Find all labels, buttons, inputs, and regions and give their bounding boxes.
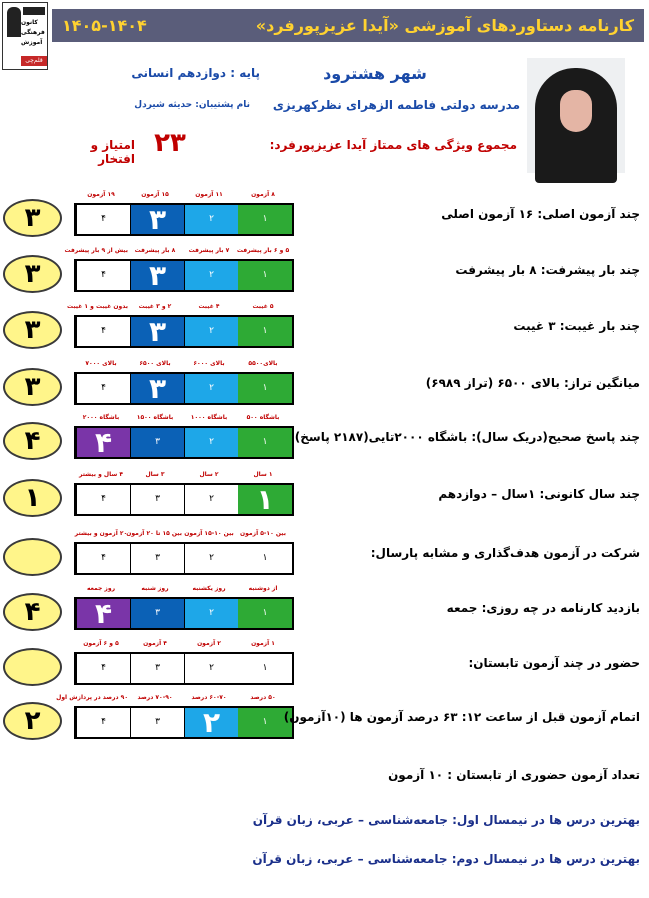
level-label: ۵۰ درصد (250, 694, 276, 701)
level-label: ۱۵ آزمون (141, 191, 169, 198)
score-circle: ۳ (3, 199, 62, 237)
level-scale (74, 315, 294, 348)
title-bar (52, 9, 644, 42)
level-label: روز جمعه (86, 585, 116, 592)
total-score-label: مجموع ویژگی های ممتاز آیدا عزیزپورفرد: (269, 138, 517, 152)
level-cell: ۴ (76, 485, 130, 514)
criteria-question: میانگین تراز: بالای ۶۵۰۰ (تراز ۶۹۸۹) (425, 376, 640, 390)
logo-badge: قلم‌چی (21, 56, 47, 66)
level-scale (74, 706, 294, 739)
level-label: ۱۹ آزمون (87, 191, 115, 198)
level-cell: ۱ (238, 374, 292, 403)
level-cell: ۴ (76, 708, 130, 737)
level-cell: ۲ (184, 205, 238, 234)
level-cell: ۱ (238, 428, 292, 457)
criteria-row (0, 530, 649, 587)
level-cell: ۴ (76, 654, 130, 683)
level-cell: ۱ (238, 485, 292, 514)
criteria-row (0, 360, 649, 417)
level-cell: ۲ (184, 261, 238, 290)
criteria-question: اتمام آزمون قبل از ساعت ۱۲: ۶۳ درصد آزمون ها (۱۰آزمون) (283, 710, 640, 724)
sponsor-name: نام پشتیبان: حدیثه شیردل (134, 100, 250, 110)
level-labels (74, 360, 292, 371)
criteria-row (0, 694, 649, 751)
criteria-row (0, 303, 649, 360)
level-label: ۸ بار پیشرفت (134, 247, 176, 254)
total-score-unit: امتیاز و افتخار (90, 138, 135, 166)
level-cell: ۴ (76, 205, 130, 234)
level-cell: ۱ (238, 708, 292, 737)
criteria-question: چند پاسخ صحیح(دریک سال): باشگاه ۲۰۰۰تایی(۲۱۸۷ پاسخ) (294, 430, 640, 444)
score-circle (3, 648, 62, 686)
level-label: ۱ سال (253, 471, 273, 478)
level-cell: ۱ (262, 553, 268, 563)
level-scale (74, 483, 294, 516)
level-label: بدون غیبت و ۱ غیبت (66, 303, 128, 310)
criteria-row (0, 247, 649, 304)
criteria-row (0, 585, 649, 642)
total-score-value: ۲۳ (154, 128, 186, 158)
criteria-row (0, 414, 649, 471)
level-scale (74, 597, 294, 630)
criteria-question: چند سال کانونی: ۱سال – دوازدهم (438, 487, 640, 501)
level-label: ۲ سال (199, 471, 219, 478)
level-label: ۵ و ۶ بار پیشرفت (236, 247, 290, 254)
level-label: بالای۵۵۰۰ (248, 360, 278, 367)
level-cell: ۴ (76, 261, 130, 290)
score-circle: ۴ (3, 422, 62, 460)
level-label: ۴ آزمون (143, 640, 167, 647)
level-cell: ۴ (76, 544, 130, 573)
level-cell: ۱ (238, 261, 292, 290)
level-labels (74, 414, 292, 425)
level-label: ۶۰-۷۰ درصد (191, 694, 227, 701)
level-scale (74, 652, 294, 685)
level-scale (74, 259, 294, 292)
level-cell: ۳ (130, 205, 184, 234)
level-cell: ۱ (238, 599, 292, 628)
score-circle: ۳ (3, 368, 62, 406)
level-label: ۷ بار پیشرفت (188, 247, 230, 254)
level-cell: ۳ (130, 544, 184, 573)
level-cell: ۳ (130, 599, 184, 628)
kanoon-logo (2, 2, 48, 70)
level-cell: ۱ (238, 205, 292, 234)
best-subjects-second-half: بهترین درس ها در نیمسال دوم: جامعه‌شناسی – عربی، زبان قرآن (252, 852, 640, 866)
level-cell: ۲ (184, 544, 238, 573)
level-scale (74, 372, 294, 405)
score-circle: ۳ (3, 255, 62, 293)
level-cell: ۳ (130, 654, 184, 683)
level-label: بالای ۶۵۰۰ (139, 360, 171, 367)
level-cell: ۲ (184, 374, 238, 403)
logo-line: فرهنگی (21, 29, 45, 36)
level-label: بالای ۷۰۰۰ (85, 360, 117, 367)
level-label: ۸ آزمون (251, 191, 275, 198)
level-cell: ۳ (130, 261, 184, 290)
level-labels (74, 640, 292, 651)
level-cell: ۳ (130, 374, 184, 403)
level-label: ۳ سال (145, 471, 165, 478)
level-labels (74, 471, 292, 482)
summer-exams-count: تعداد آزمون حضوری از تابستان : ۱۰ آزمون (388, 768, 640, 782)
grade: پایه : دوازدهم انسانی (131, 66, 260, 80)
level-label: بین ۱۰-۵ آزمون (240, 530, 286, 537)
level-labels (56, 694, 292, 705)
city: شهر هشترود (323, 64, 427, 83)
level-cell: ۲ (184, 654, 238, 683)
level-label: ۲ آزمون (197, 640, 221, 647)
criteria-row (0, 640, 649, 697)
level-label: روز شنبه (141, 585, 169, 592)
level-scale (74, 203, 294, 236)
level-label: ۱۱ آزمون (195, 191, 223, 198)
logo-line: آموزش (21, 39, 43, 46)
level-label: ۲ و ۳ غیبت (138, 303, 172, 310)
level-label: بالای ۶۰۰۰ (193, 360, 225, 367)
level-cell: ۳ (130, 317, 184, 346)
level-label: ۴ سال و بیشتر (78, 471, 124, 478)
logo-line: کانون (21, 19, 38, 26)
criteria-question: بازدید کارنامه در چه روزی: جمعه (446, 601, 640, 615)
level-label: ۲۰ آزمون و بیشتر (74, 530, 128, 537)
level-label: ۵ و ۶ آزمون (83, 640, 119, 647)
level-cell: ۴ (76, 428, 130, 457)
level-label: ۹۰ درصد در پردازش اول (56, 694, 128, 701)
score-circle: ۳ (3, 311, 62, 349)
criteria-row (0, 191, 649, 248)
level-labels (64, 247, 292, 258)
level-label: بین ۱۰-۱۵ آزمون (184, 530, 234, 537)
score-circle (3, 538, 62, 576)
level-label: ۱ آزمون (251, 640, 275, 647)
criteria-question: چند بار غیبت: ۳ غیبت (513, 319, 640, 333)
criteria-question: شرکت در آزمون هدف‌گذاری و مشابه پارسال: (370, 546, 640, 560)
level-cell: ۱ (262, 663, 268, 673)
level-label: باشگاه ۵۰۰ (246, 414, 280, 421)
level-labels (74, 191, 292, 202)
level-label: از دوشنبه (248, 585, 278, 592)
level-cell: ۲ (184, 708, 238, 737)
level-cell: ۳ (130, 485, 184, 514)
score-circle: ۱ (3, 479, 62, 517)
level-cell: ۴ (76, 374, 130, 403)
level-scale (74, 542, 294, 575)
level-label: بیش از ۹ بار پیشرفت (64, 247, 128, 254)
criteria-question: چند بار پیشرفت: ۸ بار پیشرفت (455, 263, 640, 277)
level-cell: ۳ (130, 428, 184, 457)
best-subjects-first-half: بهترین درس ها در نیمسال اول: جامعه‌شناسی – عربی، زبان قرآن (252, 813, 640, 827)
level-label: باشگاه ۱۰۰۰ (190, 414, 228, 421)
school-name: مدرسه دولتی فاطمه الزهرای نظرکهریزی (272, 98, 520, 112)
level-cell: ۲ (184, 485, 238, 514)
level-label: باشگاه ۱۵۰۰ (136, 414, 174, 421)
level-label: باشگاه ۲۰۰۰ (82, 414, 120, 421)
level-label: ۷۰-۹۰ درصد (137, 694, 173, 701)
level-cell: ۴ (76, 599, 130, 628)
criteria-row (0, 471, 649, 528)
academic-year: ۱۴۰۵-۱۴۰۴ (62, 16, 147, 35)
level-label: روز یکشنبه (192, 585, 226, 592)
level-cell: ۲ (184, 428, 238, 457)
level-label: ۵ غیبت (252, 303, 274, 310)
level-label: بین ۱۵ تا ۲۰ آزمون (126, 530, 182, 537)
level-cell: ۲ (184, 317, 238, 346)
level-cell: ۴ (76, 317, 130, 346)
level-cell: ۲ (184, 599, 238, 628)
level-label: ۴ غیبت (198, 303, 220, 310)
level-labels (74, 530, 292, 541)
level-labels (66, 303, 292, 314)
student-photo (527, 58, 625, 173)
page-title: کارنامه دستاوردهای آموزشی «آیدا عزیزپورفرد» (255, 16, 634, 35)
score-circle: ۲ (3, 702, 62, 740)
level-cell: ۳ (130, 708, 184, 737)
level-labels (74, 585, 292, 596)
graduation-cap-icon (23, 7, 45, 15)
criteria-question: حضور در چند آزمون تابستان: (468, 656, 640, 670)
level-cell: ۱ (238, 317, 292, 346)
level-scale (74, 426, 294, 459)
criteria-question: چند آزمون اصلی: ۱۶ آزمون اصلی (441, 207, 640, 221)
score-circle: ۴ (3, 593, 62, 631)
graduate-figure-icon (7, 7, 21, 37)
